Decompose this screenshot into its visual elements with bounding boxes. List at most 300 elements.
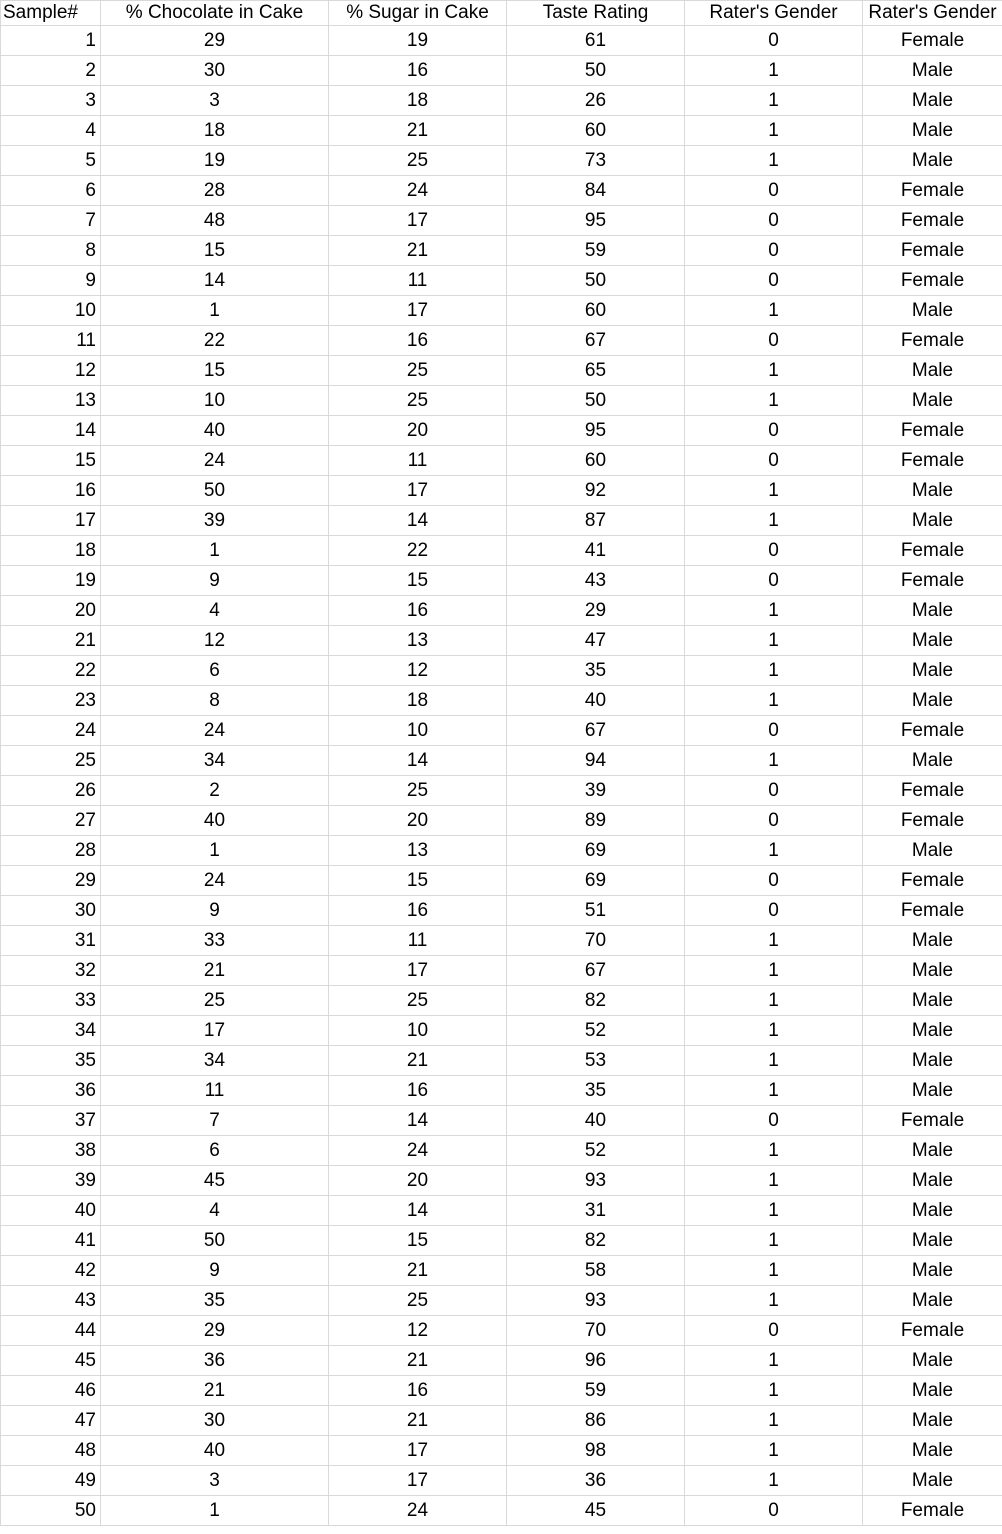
- cell-sugar-percent[interactable]: 14: [329, 1106, 507, 1136]
- cell-sample-number[interactable]: 24: [1, 716, 101, 746]
- cell-sugar-percent[interactable]: 12: [329, 1316, 507, 1346]
- cell-chocolate-percent[interactable]: 14: [101, 266, 329, 296]
- cell-chocolate-percent[interactable]: 40: [101, 416, 329, 446]
- cell-sugar-percent[interactable]: 25: [329, 356, 507, 386]
- cell-chocolate-percent[interactable]: 22: [101, 326, 329, 356]
- cell-chocolate-percent[interactable]: 34: [101, 1046, 329, 1076]
- cell-taste-rating[interactable]: 67: [507, 326, 685, 356]
- cell-sample-number[interactable]: 47: [1, 1406, 101, 1436]
- cell-chocolate-percent[interactable]: 12: [101, 626, 329, 656]
- cell-chocolate-percent[interactable]: 39: [101, 506, 329, 536]
- cell-chocolate-percent[interactable]: 15: [101, 356, 329, 386]
- cell-rater-gender[interactable]: Male: [863, 1256, 1002, 1286]
- cell-sample-number[interactable]: 41: [1, 1226, 101, 1256]
- cell-rater-gender-code[interactable]: 1: [685, 626, 863, 656]
- cell-sugar-percent[interactable]: 21: [329, 1046, 507, 1076]
- header-rater-gender-code[interactable]: Rater's Gender: [685, 1, 863, 26]
- cell-rater-gender-code[interactable]: 1: [685, 926, 863, 956]
- cell-rater-gender-code[interactable]: 0: [685, 566, 863, 596]
- cell-rater-gender-code[interactable]: 1: [685, 1076, 863, 1106]
- cell-taste-rating[interactable]: 95: [507, 416, 685, 446]
- cell-rater-gender[interactable]: Male: [863, 1076, 1002, 1106]
- cell-sample-number[interactable]: 20: [1, 596, 101, 626]
- cell-rater-gender-code[interactable]: 1: [685, 1256, 863, 1286]
- cell-chocolate-percent[interactable]: 34: [101, 746, 329, 776]
- cell-chocolate-percent[interactable]: 9: [101, 566, 329, 596]
- cell-rater-gender-code[interactable]: 1: [685, 746, 863, 776]
- cell-rater-gender-code[interactable]: 1: [685, 596, 863, 626]
- cell-chocolate-percent[interactable]: 48: [101, 206, 329, 236]
- cell-chocolate-percent[interactable]: 9: [101, 1256, 329, 1286]
- cell-sample-number[interactable]: 42: [1, 1256, 101, 1286]
- cell-sugar-percent[interactable]: 21: [329, 1406, 507, 1436]
- header-chocolate-percent[interactable]: % Chocolate in Cake: [101, 1, 329, 26]
- cell-sugar-percent[interactable]: 20: [329, 806, 507, 836]
- cell-sugar-percent[interactable]: 25: [329, 986, 507, 1016]
- cell-taste-rating[interactable]: 35: [507, 656, 685, 686]
- cell-chocolate-percent[interactable]: 21: [101, 1376, 329, 1406]
- cell-sample-number[interactable]: 43: [1, 1286, 101, 1316]
- cell-sample-number[interactable]: 16: [1, 476, 101, 506]
- cell-chocolate-percent[interactable]: 33: [101, 926, 329, 956]
- cell-taste-rating[interactable]: 82: [507, 986, 685, 1016]
- cell-sample-number[interactable]: 17: [1, 506, 101, 536]
- cell-taste-rating[interactable]: 67: [507, 956, 685, 986]
- cell-rater-gender-code[interactable]: 1: [685, 686, 863, 716]
- cell-sugar-percent[interactable]: 10: [329, 1016, 507, 1046]
- cell-sugar-percent[interactable]: 24: [329, 1136, 507, 1166]
- cell-taste-rating[interactable]: 59: [507, 1376, 685, 1406]
- cell-rater-gender-code[interactable]: 1: [685, 1376, 863, 1406]
- cell-rater-gender-code[interactable]: 1: [685, 116, 863, 146]
- cell-rater-gender-code[interactable]: 1: [685, 1286, 863, 1316]
- cell-sugar-percent[interactable]: 21: [329, 116, 507, 146]
- cell-sample-number[interactable]: 11: [1, 326, 101, 356]
- cell-taste-rating[interactable]: 35: [507, 1076, 685, 1106]
- cell-sample-number[interactable]: 32: [1, 956, 101, 986]
- cell-taste-rating[interactable]: 41: [507, 536, 685, 566]
- cell-rater-gender[interactable]: Female: [863, 206, 1002, 236]
- cell-rater-gender-code[interactable]: 1: [685, 1166, 863, 1196]
- cell-rater-gender[interactable]: Male: [863, 1436, 1002, 1466]
- cell-sample-number[interactable]: 49: [1, 1466, 101, 1496]
- cell-rater-gender-code[interactable]: 1: [685, 956, 863, 986]
- cell-rater-gender-code[interactable]: 1: [685, 986, 863, 1016]
- cell-sample-number[interactable]: 48: [1, 1436, 101, 1466]
- cell-sugar-percent[interactable]: 14: [329, 746, 507, 776]
- cell-sample-number[interactable]: 29: [1, 866, 101, 896]
- cell-rater-gender-code[interactable]: 1: [685, 1436, 863, 1466]
- cell-rater-gender[interactable]: Male: [863, 116, 1002, 146]
- cell-sample-number[interactable]: 50: [1, 1496, 101, 1526]
- cell-rater-gender[interactable]: Male: [863, 1286, 1002, 1316]
- cell-sample-number[interactable]: 7: [1, 206, 101, 236]
- cell-rater-gender[interactable]: Female: [863, 176, 1002, 206]
- cell-sugar-percent[interactable]: 25: [329, 1286, 507, 1316]
- cell-taste-rating[interactable]: 50: [507, 386, 685, 416]
- cell-chocolate-percent[interactable]: 30: [101, 1406, 329, 1436]
- cell-sugar-percent[interactable]: 11: [329, 926, 507, 956]
- cell-sugar-percent[interactable]: 11: [329, 446, 507, 476]
- cell-sample-number[interactable]: 40: [1, 1196, 101, 1226]
- cell-taste-rating[interactable]: 70: [507, 926, 685, 956]
- cell-chocolate-percent[interactable]: 1: [101, 536, 329, 566]
- cell-taste-rating[interactable]: 53: [507, 1046, 685, 1076]
- cell-sample-number[interactable]: 21: [1, 626, 101, 656]
- cell-rater-gender[interactable]: Male: [863, 926, 1002, 956]
- cell-rater-gender[interactable]: Male: [863, 1226, 1002, 1256]
- cell-rater-gender-code[interactable]: 1: [685, 296, 863, 326]
- cell-rater-gender[interactable]: Female: [863, 1106, 1002, 1136]
- cell-rater-gender[interactable]: Male: [863, 1166, 1002, 1196]
- cell-rater-gender-code[interactable]: 0: [685, 866, 863, 896]
- header-taste-rating[interactable]: Taste Rating: [507, 1, 685, 26]
- cell-sample-number[interactable]: 8: [1, 236, 101, 266]
- cell-taste-rating[interactable]: 92: [507, 476, 685, 506]
- cell-rater-gender-code[interactable]: 1: [685, 1196, 863, 1226]
- cell-chocolate-percent[interactable]: 1: [101, 296, 329, 326]
- cell-taste-rating[interactable]: 45: [507, 1496, 685, 1526]
- cell-rater-gender[interactable]: Female: [863, 26, 1002, 56]
- cell-rater-gender-code[interactable]: 0: [685, 806, 863, 836]
- cell-rater-gender-code[interactable]: 0: [685, 716, 863, 746]
- cell-taste-rating[interactable]: 67: [507, 716, 685, 746]
- cell-taste-rating[interactable]: 40: [507, 1106, 685, 1136]
- cell-rater-gender-code[interactable]: 1: [685, 86, 863, 116]
- cell-taste-rating[interactable]: 58: [507, 1256, 685, 1286]
- cell-sample-number[interactable]: 44: [1, 1316, 101, 1346]
- cell-sugar-percent[interactable]: 18: [329, 86, 507, 116]
- cell-rater-gender-code[interactable]: 0: [685, 1106, 863, 1136]
- cell-rater-gender[interactable]: Female: [863, 1496, 1002, 1526]
- cell-sugar-percent[interactable]: 16: [329, 896, 507, 926]
- cell-rater-gender[interactable]: Male: [863, 746, 1002, 776]
- cell-taste-rating[interactable]: 47: [507, 626, 685, 656]
- cell-rater-gender[interactable]: Female: [863, 566, 1002, 596]
- cell-taste-rating[interactable]: 82: [507, 1226, 685, 1256]
- cell-taste-rating[interactable]: 51: [507, 896, 685, 926]
- cell-rater-gender-code[interactable]: 1: [685, 1046, 863, 1076]
- cell-taste-rating[interactable]: 89: [507, 806, 685, 836]
- cell-sample-number[interactable]: 10: [1, 296, 101, 326]
- cell-rater-gender[interactable]: Male: [863, 986, 1002, 1016]
- cell-rater-gender[interactable]: Male: [863, 1346, 1002, 1376]
- cell-chocolate-percent[interactable]: 19: [101, 146, 329, 176]
- cell-taste-rating[interactable]: 69: [507, 836, 685, 866]
- cell-chocolate-percent[interactable]: 10: [101, 386, 329, 416]
- cell-taste-rating[interactable]: 84: [507, 176, 685, 206]
- cell-sugar-percent[interactable]: 17: [329, 956, 507, 986]
- cell-rater-gender[interactable]: Male: [863, 476, 1002, 506]
- cell-rater-gender-code[interactable]: 1: [685, 1346, 863, 1376]
- cell-chocolate-percent[interactable]: 36: [101, 1346, 329, 1376]
- cell-sample-number[interactable]: 14: [1, 416, 101, 446]
- cell-sample-number[interactable]: 15: [1, 446, 101, 476]
- cell-chocolate-percent[interactable]: 40: [101, 1436, 329, 1466]
- cell-rater-gender-code[interactable]: 1: [685, 476, 863, 506]
- cell-sugar-percent[interactable]: 24: [329, 176, 507, 206]
- cell-sugar-percent[interactable]: 15: [329, 866, 507, 896]
- cell-taste-rating[interactable]: 52: [507, 1136, 685, 1166]
- cell-chocolate-percent[interactable]: 1: [101, 836, 329, 866]
- cell-sugar-percent[interactable]: 17: [329, 296, 507, 326]
- cell-sample-number[interactable]: 36: [1, 1076, 101, 1106]
- cell-sugar-percent[interactable]: 17: [329, 1436, 507, 1466]
- cell-sample-number[interactable]: 46: [1, 1376, 101, 1406]
- cell-chocolate-percent[interactable]: 7: [101, 1106, 329, 1136]
- cell-sample-number[interactable]: 2: [1, 56, 101, 86]
- cell-chocolate-percent[interactable]: 3: [101, 86, 329, 116]
- cell-sample-number[interactable]: 6: [1, 176, 101, 206]
- cell-chocolate-percent[interactable]: 6: [101, 1136, 329, 1166]
- cell-chocolate-percent[interactable]: 45: [101, 1166, 329, 1196]
- cell-chocolate-percent[interactable]: 15: [101, 236, 329, 266]
- cell-taste-rating[interactable]: 93: [507, 1166, 685, 1196]
- cell-rater-gender[interactable]: Male: [863, 596, 1002, 626]
- cell-rater-gender-code[interactable]: 1: [685, 1466, 863, 1496]
- cell-sugar-percent[interactable]: 15: [329, 1226, 507, 1256]
- cell-rater-gender-code[interactable]: 1: [685, 56, 863, 86]
- cell-rater-gender[interactable]: Male: [863, 56, 1002, 86]
- cell-rater-gender-code[interactable]: 1: [685, 1136, 863, 1166]
- cell-sugar-percent[interactable]: 25: [329, 776, 507, 806]
- cell-taste-rating[interactable]: 95: [507, 206, 685, 236]
- cell-chocolate-percent[interactable]: 8: [101, 686, 329, 716]
- cell-sample-number[interactable]: 26: [1, 776, 101, 806]
- cell-rater-gender-code[interactable]: 0: [685, 896, 863, 926]
- cell-sample-number[interactable]: 39: [1, 1166, 101, 1196]
- cell-rater-gender-code[interactable]: 0: [685, 1316, 863, 1346]
- cell-sample-number[interactable]: 23: [1, 686, 101, 716]
- cell-chocolate-percent[interactable]: 30: [101, 56, 329, 86]
- cell-sample-number[interactable]: 18: [1, 536, 101, 566]
- cell-sample-number[interactable]: 19: [1, 566, 101, 596]
- cell-rater-gender[interactable]: Female: [863, 716, 1002, 746]
- cell-rater-gender[interactable]: Female: [863, 416, 1002, 446]
- cell-chocolate-percent[interactable]: 21: [101, 956, 329, 986]
- cell-sample-number[interactable]: 1: [1, 26, 101, 56]
- cell-taste-rating[interactable]: 60: [507, 296, 685, 326]
- cell-taste-rating[interactable]: 87: [507, 506, 685, 536]
- cell-taste-rating[interactable]: 31: [507, 1196, 685, 1226]
- cell-sugar-percent[interactable]: 17: [329, 206, 507, 236]
- cell-rater-gender-code[interactable]: 0: [685, 266, 863, 296]
- cell-sugar-percent[interactable]: 25: [329, 386, 507, 416]
- cell-chocolate-percent[interactable]: 1: [101, 1496, 329, 1526]
- header-rater-gender[interactable]: Rater's Gender: [863, 1, 1002, 26]
- cell-sugar-percent[interactable]: 14: [329, 506, 507, 536]
- cell-chocolate-percent[interactable]: 17: [101, 1016, 329, 1046]
- cell-rater-gender[interactable]: Female: [863, 326, 1002, 356]
- cell-taste-rating[interactable]: 50: [507, 266, 685, 296]
- cell-rater-gender[interactable]: Female: [863, 1316, 1002, 1346]
- cell-taste-rating[interactable]: 65: [507, 356, 685, 386]
- cell-chocolate-percent[interactable]: 29: [101, 26, 329, 56]
- cell-rater-gender[interactable]: Male: [863, 356, 1002, 386]
- cell-chocolate-percent[interactable]: 35: [101, 1286, 329, 1316]
- cell-chocolate-percent[interactable]: 4: [101, 596, 329, 626]
- cell-taste-rating[interactable]: 73: [507, 146, 685, 176]
- cell-taste-rating[interactable]: 36: [507, 1466, 685, 1496]
- cell-rater-gender[interactable]: Male: [863, 1016, 1002, 1046]
- cell-taste-rating[interactable]: 26: [507, 86, 685, 116]
- cell-sugar-percent[interactable]: 16: [329, 1076, 507, 1106]
- cell-rater-gender[interactable]: Male: [863, 1406, 1002, 1436]
- cell-rater-gender-code[interactable]: 1: [685, 146, 863, 176]
- cell-sugar-percent[interactable]: 17: [329, 1466, 507, 1496]
- cell-sample-number[interactable]: 31: [1, 926, 101, 956]
- cell-sugar-percent[interactable]: 15: [329, 566, 507, 596]
- header-sugar-percent[interactable]: % Sugar in Cake: [329, 1, 507, 26]
- cell-sugar-percent[interactable]: 16: [329, 596, 507, 626]
- cell-rater-gender-code[interactable]: 0: [685, 206, 863, 236]
- cell-sugar-percent[interactable]: 21: [329, 1346, 507, 1376]
- cell-rater-gender-code[interactable]: 0: [685, 446, 863, 476]
- cell-rater-gender[interactable]: Male: [863, 1136, 1002, 1166]
- cell-taste-rating[interactable]: 70: [507, 1316, 685, 1346]
- cell-chocolate-percent[interactable]: 3: [101, 1466, 329, 1496]
- cell-taste-rating[interactable]: 59: [507, 236, 685, 266]
- cell-rater-gender-code[interactable]: 0: [685, 1496, 863, 1526]
- cell-rater-gender-code[interactable]: 0: [685, 26, 863, 56]
- cell-sample-number[interactable]: 9: [1, 266, 101, 296]
- cell-rater-gender[interactable]: Female: [863, 536, 1002, 566]
- cell-sugar-percent[interactable]: 12: [329, 656, 507, 686]
- cell-sugar-percent[interactable]: 19: [329, 26, 507, 56]
- cell-rater-gender[interactable]: Male: [863, 1376, 1002, 1406]
- cell-rater-gender-code[interactable]: 1: [685, 1016, 863, 1046]
- cell-sample-number[interactable]: 13: [1, 386, 101, 416]
- cell-taste-rating[interactable]: 60: [507, 446, 685, 476]
- cell-rater-gender[interactable]: Female: [863, 896, 1002, 926]
- cell-chocolate-percent[interactable]: 11: [101, 1076, 329, 1106]
- cell-rater-gender[interactable]: Male: [863, 386, 1002, 416]
- cell-chocolate-percent[interactable]: 24: [101, 446, 329, 476]
- cell-sugar-percent[interactable]: 21: [329, 1256, 507, 1286]
- cell-rater-gender[interactable]: Female: [863, 776, 1002, 806]
- cell-chocolate-percent[interactable]: 4: [101, 1196, 329, 1226]
- cell-sugar-percent[interactable]: 20: [329, 1166, 507, 1196]
- cell-chocolate-percent[interactable]: 18: [101, 116, 329, 146]
- cell-sample-number[interactable]: 34: [1, 1016, 101, 1046]
- cell-taste-rating[interactable]: 61: [507, 26, 685, 56]
- cell-chocolate-percent[interactable]: 50: [101, 476, 329, 506]
- header-sample-number[interactable]: Sample#: [1, 1, 101, 26]
- cell-rater-gender[interactable]: Female: [863, 236, 1002, 266]
- cell-rater-gender-code[interactable]: 0: [685, 536, 863, 566]
- cell-chocolate-percent[interactable]: 2: [101, 776, 329, 806]
- cell-rater-gender[interactable]: Male: [863, 1046, 1002, 1076]
- cell-rater-gender[interactable]: Male: [863, 296, 1002, 326]
- cell-taste-rating[interactable]: 29: [507, 596, 685, 626]
- cell-taste-rating[interactable]: 96: [507, 1346, 685, 1376]
- cell-rater-gender-code[interactable]: 0: [685, 236, 863, 266]
- cell-sugar-percent[interactable]: 16: [329, 56, 507, 86]
- cell-sugar-percent[interactable]: 22: [329, 536, 507, 566]
- cell-taste-rating[interactable]: 43: [507, 566, 685, 596]
- cell-rater-gender-code[interactable]: 1: [685, 1406, 863, 1436]
- cell-sugar-percent[interactable]: 25: [329, 146, 507, 176]
- cell-sugar-percent[interactable]: 13: [329, 836, 507, 866]
- cell-sugar-percent[interactable]: 16: [329, 1376, 507, 1406]
- cell-sample-number[interactable]: 12: [1, 356, 101, 386]
- cell-rater-gender[interactable]: Female: [863, 266, 1002, 296]
- cell-rater-gender-code[interactable]: 0: [685, 326, 863, 356]
- cell-taste-rating[interactable]: 40: [507, 686, 685, 716]
- cell-rater-gender-code[interactable]: 0: [685, 416, 863, 446]
- cell-rater-gender[interactable]: Female: [863, 446, 1002, 476]
- cell-taste-rating[interactable]: 50: [507, 56, 685, 86]
- cell-rater-gender[interactable]: Male: [863, 146, 1002, 176]
- cell-taste-rating[interactable]: 93: [507, 1286, 685, 1316]
- cell-rater-gender-code[interactable]: 1: [685, 506, 863, 536]
- cell-chocolate-percent[interactable]: 9: [101, 896, 329, 926]
- cell-sugar-percent[interactable]: 20: [329, 416, 507, 446]
- cell-sugar-percent[interactable]: 11: [329, 266, 507, 296]
- cell-rater-gender[interactable]: Male: [863, 86, 1002, 116]
- cell-rater-gender-code[interactable]: 1: [685, 386, 863, 416]
- cell-rater-gender[interactable]: Male: [863, 686, 1002, 716]
- cell-rater-gender[interactable]: Male: [863, 1466, 1002, 1496]
- cell-sugar-percent[interactable]: 21: [329, 236, 507, 266]
- cell-chocolate-percent[interactable]: 24: [101, 866, 329, 896]
- cell-rater-gender[interactable]: Male: [863, 626, 1002, 656]
- cell-sample-number[interactable]: 22: [1, 656, 101, 686]
- cell-chocolate-percent[interactable]: 28: [101, 176, 329, 206]
- cell-sample-number[interactable]: 3: [1, 86, 101, 116]
- cell-rater-gender[interactable]: Male: [863, 1196, 1002, 1226]
- cell-sample-number[interactable]: 45: [1, 1346, 101, 1376]
- cell-chocolate-percent[interactable]: 29: [101, 1316, 329, 1346]
- cell-taste-rating[interactable]: 60: [507, 116, 685, 146]
- cell-rater-gender[interactable]: Female: [863, 806, 1002, 836]
- cell-sample-number[interactable]: 30: [1, 896, 101, 926]
- cell-rater-gender[interactable]: Male: [863, 656, 1002, 686]
- cell-sample-number[interactable]: 25: [1, 746, 101, 776]
- cell-chocolate-percent[interactable]: 25: [101, 986, 329, 1016]
- cell-taste-rating[interactable]: 98: [507, 1436, 685, 1466]
- cell-chocolate-percent[interactable]: 6: [101, 656, 329, 686]
- cell-sample-number[interactable]: 35: [1, 1046, 101, 1076]
- cell-sugar-percent[interactable]: 24: [329, 1496, 507, 1526]
- cell-sample-number[interactable]: 37: [1, 1106, 101, 1136]
- cell-sample-number[interactable]: 4: [1, 116, 101, 146]
- cell-sample-number[interactable]: 33: [1, 986, 101, 1016]
- cell-sugar-percent[interactable]: 13: [329, 626, 507, 656]
- cell-sugar-percent[interactable]: 17: [329, 476, 507, 506]
- cell-sugar-percent[interactable]: 18: [329, 686, 507, 716]
- cell-chocolate-percent[interactable]: 40: [101, 806, 329, 836]
- cell-rater-gender[interactable]: Female: [863, 866, 1002, 896]
- cell-sample-number[interactable]: 27: [1, 806, 101, 836]
- cell-taste-rating[interactable]: 86: [507, 1406, 685, 1436]
- cell-rater-gender-code[interactable]: 1: [685, 836, 863, 866]
- cell-sugar-percent[interactable]: 14: [329, 1196, 507, 1226]
- cell-chocolate-percent[interactable]: 50: [101, 1226, 329, 1256]
- cell-taste-rating[interactable]: 39: [507, 776, 685, 806]
- cell-rater-gender-code[interactable]: 1: [685, 656, 863, 686]
- cell-taste-rating[interactable]: 52: [507, 1016, 685, 1046]
- cell-sugar-percent[interactable]: 16: [329, 326, 507, 356]
- cell-rater-gender[interactable]: Male: [863, 836, 1002, 866]
- cell-sample-number[interactable]: 28: [1, 836, 101, 866]
- cell-rater-gender-code[interactable]: 0: [685, 776, 863, 806]
- cell-taste-rating[interactable]: 69: [507, 866, 685, 896]
- cell-taste-rating[interactable]: 94: [507, 746, 685, 776]
- cell-sample-number[interactable]: 38: [1, 1136, 101, 1166]
- cell-chocolate-percent[interactable]: 24: [101, 716, 329, 746]
- cell-rater-gender-code[interactable]: 1: [685, 1226, 863, 1256]
